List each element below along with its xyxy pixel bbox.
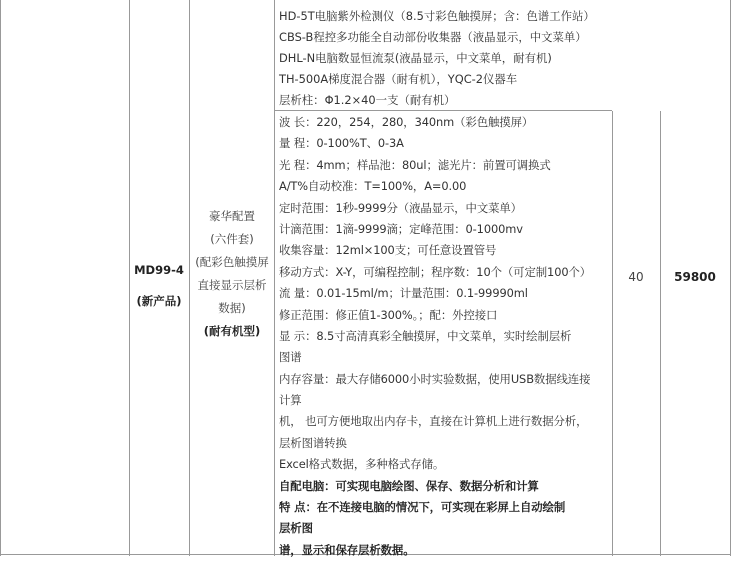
spec-line: 收集容量：12ml×100支；可任意设置管号 bbox=[279, 243, 497, 258]
spec-line: 计滴范围：1滴-9999滴；定峰范围：0-1000mv bbox=[279, 221, 523, 236]
spec-line: Excel格式数据，多种格式存储。 bbox=[279, 457, 445, 472]
component-item: DHL-N电脑数显恒流泵(液晶显示，中文菜单，耐有机) bbox=[279, 51, 552, 65]
components-list bbox=[279, 6, 609, 111]
spec-line: 自配电脑：可实现电脑绘图、保存、数据分析和计算 bbox=[279, 478, 539, 493]
component-item: HD-5T电脑紫外检测仪（8.5寸彩色触摸屏；含：色谱工作站） bbox=[279, 9, 595, 23]
model-cell bbox=[130, 255, 188, 317]
config-desc-2: 直接显示层析 bbox=[197, 278, 267, 292]
spec-line: 层析图谱转换 bbox=[279, 435, 347, 450]
spec-line: 波 长：220，254，280，340nm（彩色触摸屏） bbox=[279, 115, 534, 129]
config-count: (六件套) bbox=[210, 232, 254, 246]
spec-line: 机， 也可方便地取出内存卡，直接在计算机上进行数据分析， bbox=[279, 414, 588, 429]
price-cell: 59800 bbox=[674, 270, 716, 284]
table-border-4 bbox=[612, 111, 613, 556]
table-border-right bbox=[730, 0, 731, 556]
spec-line: 移动方式：X-Y，可编程控制；程序数：10个（可定制100个） bbox=[279, 264, 592, 279]
spec-line: 层析图 bbox=[279, 521, 313, 536]
component-item: 层析柱：Φ1.2×40一支（耐有机） bbox=[279, 93, 456, 107]
spec-line: A/T%自动校准：T=100%，A=0.00 bbox=[279, 179, 467, 194]
component-item: CBS-B程控多功能全自动部份收集器（液晶显示，中文菜单） bbox=[279, 30, 587, 44]
config-durable: (耐有机型) bbox=[203, 324, 261, 338]
component-item: TH-500A梯度混合器（耐有机），YQC-2仪器车 bbox=[279, 72, 518, 86]
model-code: MD99-4 bbox=[134, 263, 184, 277]
config-name: 豪华配置 bbox=[209, 209, 255, 223]
config-desc-3: 数据) bbox=[218, 301, 246, 315]
table-border-5 bbox=[660, 111, 661, 556]
config-desc-1: (配彩色触摸屏 bbox=[195, 255, 269, 269]
spec-line: 图谱 bbox=[279, 350, 302, 365]
quantity-cell: 40 bbox=[628, 270, 644, 284]
spec-line: 内存容量：最大存储6000小时实验数据，使用USB数据线连接 bbox=[279, 371, 591, 386]
spec-line: 流 量：0.01-15ml/m；计量范围：0.1-99990ml bbox=[279, 286, 528, 301]
spec-line: 修正范围：修正值1-300%。；配：外控接口 bbox=[279, 307, 498, 322]
spec-line: 光 程：4mm；样品池：80ul；滤光片：前置可调换式 bbox=[279, 157, 551, 172]
table-border-left bbox=[0, 0, 1, 556]
model-tag: (新产品) bbox=[136, 294, 182, 308]
specs-list bbox=[279, 112, 611, 561]
spec-line: 计算 bbox=[279, 393, 302, 408]
spec-line: 量 程：0-100%T、0-3A bbox=[279, 136, 404, 151]
spec-line: 谱，显示和保存层析数据。 bbox=[279, 542, 415, 557]
spec-line: 定时范围：1秒-9999分（液晶显示，中文菜单） bbox=[279, 200, 522, 215]
spec-line: 显 示：8.5寸高清真彩全触摸屏，中文菜单，实时绘制层析 bbox=[279, 328, 572, 343]
table-border-3 bbox=[274, 0, 275, 556]
spec-line: 特 点：在不连接电脑的情况下，可实现在彩屏上自动绘制 bbox=[279, 500, 566, 515]
config-cell bbox=[190, 205, 274, 343]
